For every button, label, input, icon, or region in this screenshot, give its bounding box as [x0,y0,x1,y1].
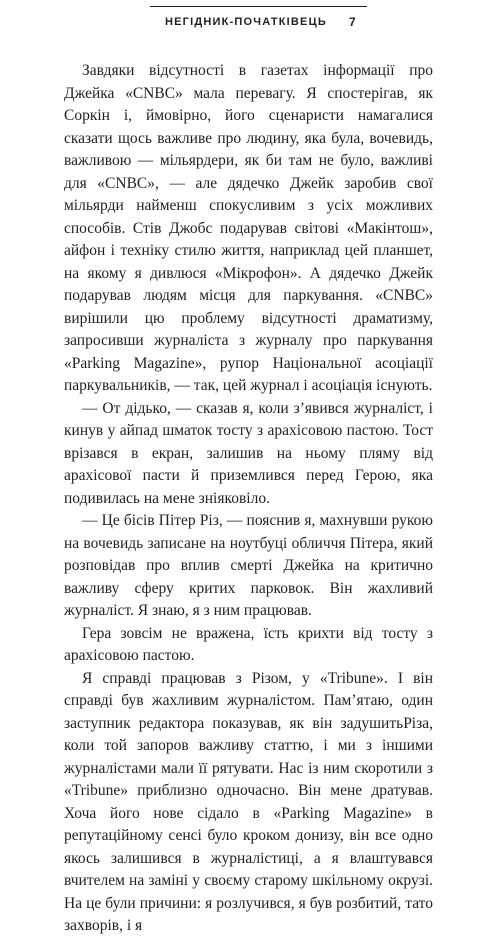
paragraph: Завдяки відсутності в газетах інформації про Джейка «CNBC» мала перевагу. Я спостерігав, як Соркін і, ймовірно, його сценаристи намагалися сказати щось важливе про людину, яка була, вочевидь, важливою — мільярдери, як би там не було, важливі для «CNBC», — але дядечко Джейк заробив свої мільярди найменш спокусливим з усіх можливих способів. Стів Джобс подарував світові «Макінтош», айфон і техніку стилю життя, наприклад цей планшет, на якому я дивлюся «Мікрофон». А дядечко Джейк подарував людям місця для паркування. «CNBC» вирішили цю проблему відсутності драматизму, запросивши журналіста з журналу про паркування «Parking Magazine», рупор Національної асоціації паркувальників, — так, цей журнал і асоціація існують. [64,62,433,394]
paragraph: Гера зовсім не вражена, їсть крихти від тосту з арахісовою пастою. [64,624,433,664]
running-title: НЕГІДНИК-ПОЧАТКІВЕЦЬ [165,16,327,28]
paragraph: — От дідько, — сказав я, коли з’явився журналіст, і кинув у айпад шматок тосту з арахісовою пастою. Тост врізався в екран, залишив на ньому пляму від арахісової пасти й приземлився перед Герою, яка подивилась на мене зніяковіло. [64,399,433,507]
page-header [0,6,477,46]
page-number: 7 [349,15,356,29]
header-rule [150,6,367,7]
body-text [64,60,433,938]
paragraph: — Це бісів Пітер Різ, — пояснив я, махнувши рукою на вочевидь записане на ноутбуці обличчя Пітера, який розповідав про вплив смерті Джейка на критично важливу сферу критих парковок. Він жахливий журналіст. Я знаю, я з ним працював. [64,512,433,619]
paragraph: Я справді працював з Різом, у «Tribune». І він справді був жахливим журналістом. Пам’ятаю, один заступник редактора показував, як він задушитьРіза, коли той запоров важливу статтю, і ми з іншими журналістами мали її рятувати. Нас із ним скоротили з «Tribune» приблизно одночасно. Він мене дратував. Хоча його нове сідало в «Parking Magazine» в репутаційному сенсі було кроком донизу, він все одно якось залишився в журналістиці, а я влаштувався вчителем на заміні у своєму старому шкільному окрузі. На це були причини: я розлучився, я був розбитий, тато захворів, і я [64,669,433,934]
